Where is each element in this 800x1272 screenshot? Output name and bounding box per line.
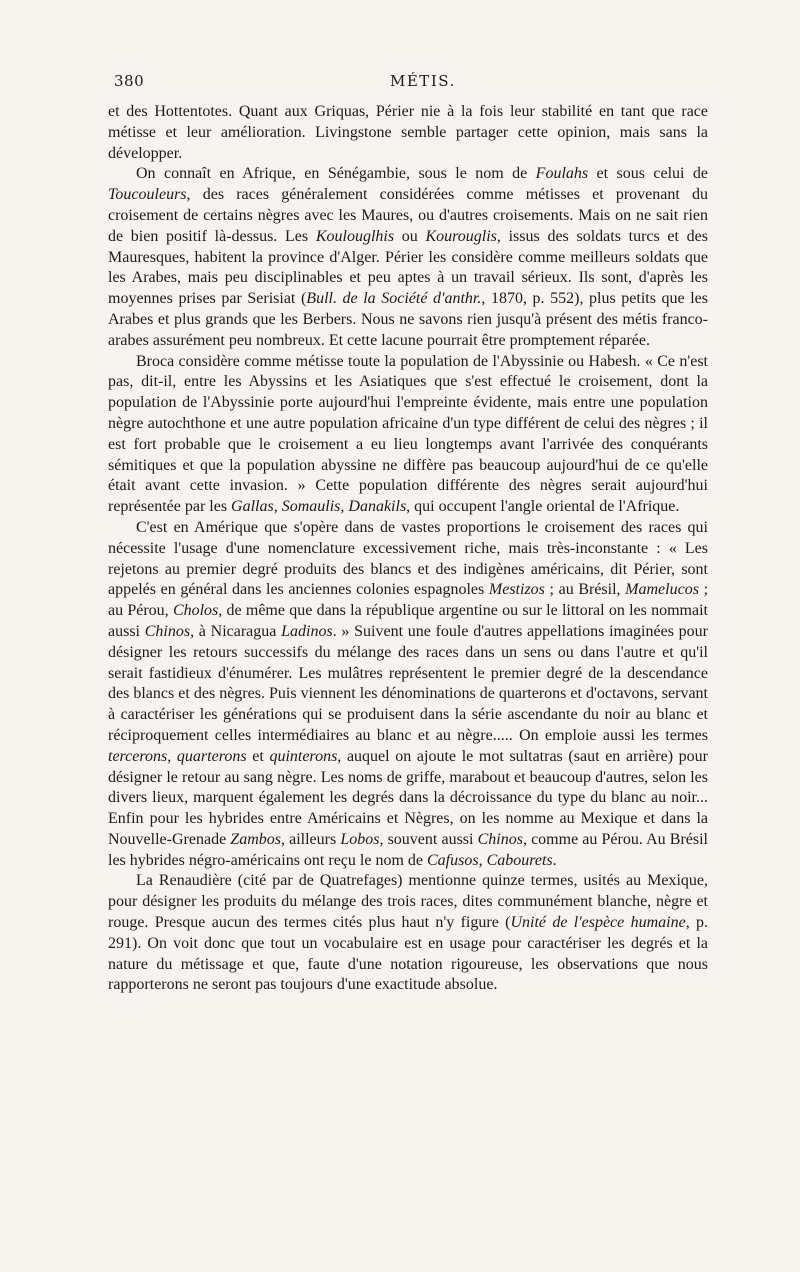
paragraph xyxy=(108,352,708,518)
text-segment: . xyxy=(552,851,557,869)
text-segment: et des Hottentotes. Quant aux Griquas, Périer nie à la fois leur stabilité en tant que race métisse et leur amélioration. Livingstone semble partager cette opinion, mais sans la développer. xyxy=(108,103,708,162)
italic-segment: Koulouglhis xyxy=(315,227,395,245)
text-segment: ; au Pérou, xyxy=(108,581,709,620)
italic-segment: Foulahs xyxy=(535,165,589,183)
italic-segment: Bull. de la Société d'anthr. xyxy=(306,290,482,308)
text-segment: , xyxy=(478,851,487,869)
page-header xyxy=(108,72,708,94)
body-text xyxy=(108,102,708,996)
italic-segment: Danakils xyxy=(348,498,407,516)
italic-segment: Zambos xyxy=(230,830,281,848)
italic-segment: Unité de l'espèce humaine xyxy=(510,914,686,932)
book-page xyxy=(108,72,708,1172)
text-segment: La Renaudière (cité par de Quatrefages) mentionne quinze termes, usités au Mexique, pour désigner les produits du mélange des trois races, dites communément blanche, nègre et rouge. Presque aucun des termes cités plus haut n'y figure ( xyxy=(108,872,708,932)
text-segment: et xyxy=(246,747,270,765)
text-segment: Broca considère comme métisse toute la population de l'Abyssinie ou Habesh. « Ce n'est pas, dit-il, entre les Abyssins et les Asiatiques que s'est effectué le croisement, dont la population de l'Abyssinie porte aujourd'hui l'empreinte évidente, mais entre une population nègre autochthone et une autre population africaine d'un type différent de celui des nègres ; il est fort probable que le croisement a eu lieu longtemps avant l'arrivée des conquérants sémitiques et que la population abyssine ne diffère pas beaucoup aujourd'hui de ce qu'elle était avant cette invasion. » Cette population différente des nègres serait aujourd'hui représentée par les xyxy=(108,352,708,516)
text-segment: ou xyxy=(394,227,426,245)
text-segment: . » Suivent une foule d'autres appellations imaginées pour désigner les retours successifs du mélange des races dans un sens ou dans l'autre et qu'il serait fastidieux d'énumérer. Les mulâtres représentent le premier degré de la descendance des blancs et des nègres. Puis viennent les dénominations de quarterons et d'octavons, servant à caractériser les générations qui se produisent dans la série ascendante du noir au blanc et réciproquement celles intermédiaires au blanc et au nègre..... On emploie aussi les termes xyxy=(108,622,708,744)
paragraph xyxy=(108,164,708,351)
italic-segment: quinterons xyxy=(269,747,338,765)
italic-segment: Chinos xyxy=(477,830,523,848)
italic-segment: quarterons xyxy=(176,747,247,765)
text-segment: , à Nicaragua xyxy=(190,622,282,640)
italic-segment: Cholos xyxy=(172,602,219,620)
italic-segment: Mamelucos xyxy=(625,581,699,599)
text-segment: , xyxy=(167,747,177,765)
text-segment: , p. 291). On voit donc que tout un vocabulaire est en usage pour caractériser les degrés et la nature du métissage et que, faute d'une notation rigoureuse, les observations que nous rapporterons ne seront pas toujours d'une exactitude absolue. xyxy=(108,914,709,994)
text-segment: et sous celui de xyxy=(588,165,708,183)
text-segment: ; au Brésil, xyxy=(544,581,626,599)
paragraph xyxy=(108,518,708,872)
text-segment: , 1870, p. 552), plus petits que les Arabes et plus grands que les Berbers. Nous ne savons rien jusqu'à présent des métis franco-arabes assurément peu nombreux. Et cette lacune pourrait être promptement réparée. xyxy=(108,290,709,349)
text-segment: C'est en Amérique que s'opère dans de vastes proportions le croisement des races qui nécessite l'usage d'une nomenclature excessivement riche, mais très-inconstante : « Les rejetons au premier degré produits des blancs et des indigènes américains, dit Périer, sont appelés en général dans les anciennes colonies espagnoles xyxy=(108,518,708,599)
text-segment: , qui occupent l'angle oriental de l'Afrique. xyxy=(406,498,680,516)
italic-segment: Somaulis xyxy=(281,498,341,516)
paragraph xyxy=(108,871,708,996)
page-number: 380 xyxy=(114,72,145,90)
text-segment: , auquel on ajoute le mot sultatras (saut en arrière) pour désigner le retour au sang nègre. Les noms de griffe, marabout et beaucoup d'autres, selon les divers lieux, marquent également les degrés dans la décroissance du type du blanc au noir... Enfin pour les hybrides entre Américains et Nègres, on les nomme au Mexique et dans la Nouvelle-Grenade xyxy=(108,747,709,848)
italic-segment: tercerons xyxy=(108,747,168,765)
italic-segment: Chinos xyxy=(144,622,191,640)
running-head: MÉTIS. xyxy=(390,72,456,90)
text-segment: , de même que dans la république argentine ou sur le littoral on les nommait aussi xyxy=(108,602,708,640)
italic-segment: Lobos xyxy=(340,830,380,848)
italic-segment: Ladinos xyxy=(281,622,333,640)
italic-segment: Cabourets xyxy=(486,851,553,869)
italic-segment: Gallas xyxy=(231,498,274,516)
text-segment: , xyxy=(273,498,282,516)
italic-segment: Toucouleurs xyxy=(108,186,187,204)
text-segment: , souvent aussi xyxy=(379,830,478,848)
italic-segment: Mestizos xyxy=(488,581,545,599)
italic-segment: Cafusos xyxy=(427,851,479,869)
text-segment: , xyxy=(340,498,349,516)
italic-segment: Kourouglis xyxy=(425,227,497,245)
paragraph xyxy=(108,102,708,164)
text-segment: , des races généralement considérées comme métisses et provenant du croisement de certains nègres avec les Maures, ou d'autres croisements. Mais on ne sait rien de bien positif là-dessus. Les xyxy=(108,186,708,245)
text-segment: , issus des soldats turcs et des Mauresques, habitent la province d'Alger. Périer les considère comme meilleurs soldats que les Arabes, mais peu disciplinables et peu aptes à un travail sérieux. Ils sont, d'après les moyennes prises par Serisiat ( xyxy=(108,227,709,308)
text-segment: , ailleurs xyxy=(280,830,341,848)
text-segment: On connaît en Afrique, en Sénégambie, sous le nom de xyxy=(136,165,536,183)
text-segment: , comme au Pérou. Au Brésil les hybrides négro-américains ont reçu le nom de xyxy=(108,830,708,869)
